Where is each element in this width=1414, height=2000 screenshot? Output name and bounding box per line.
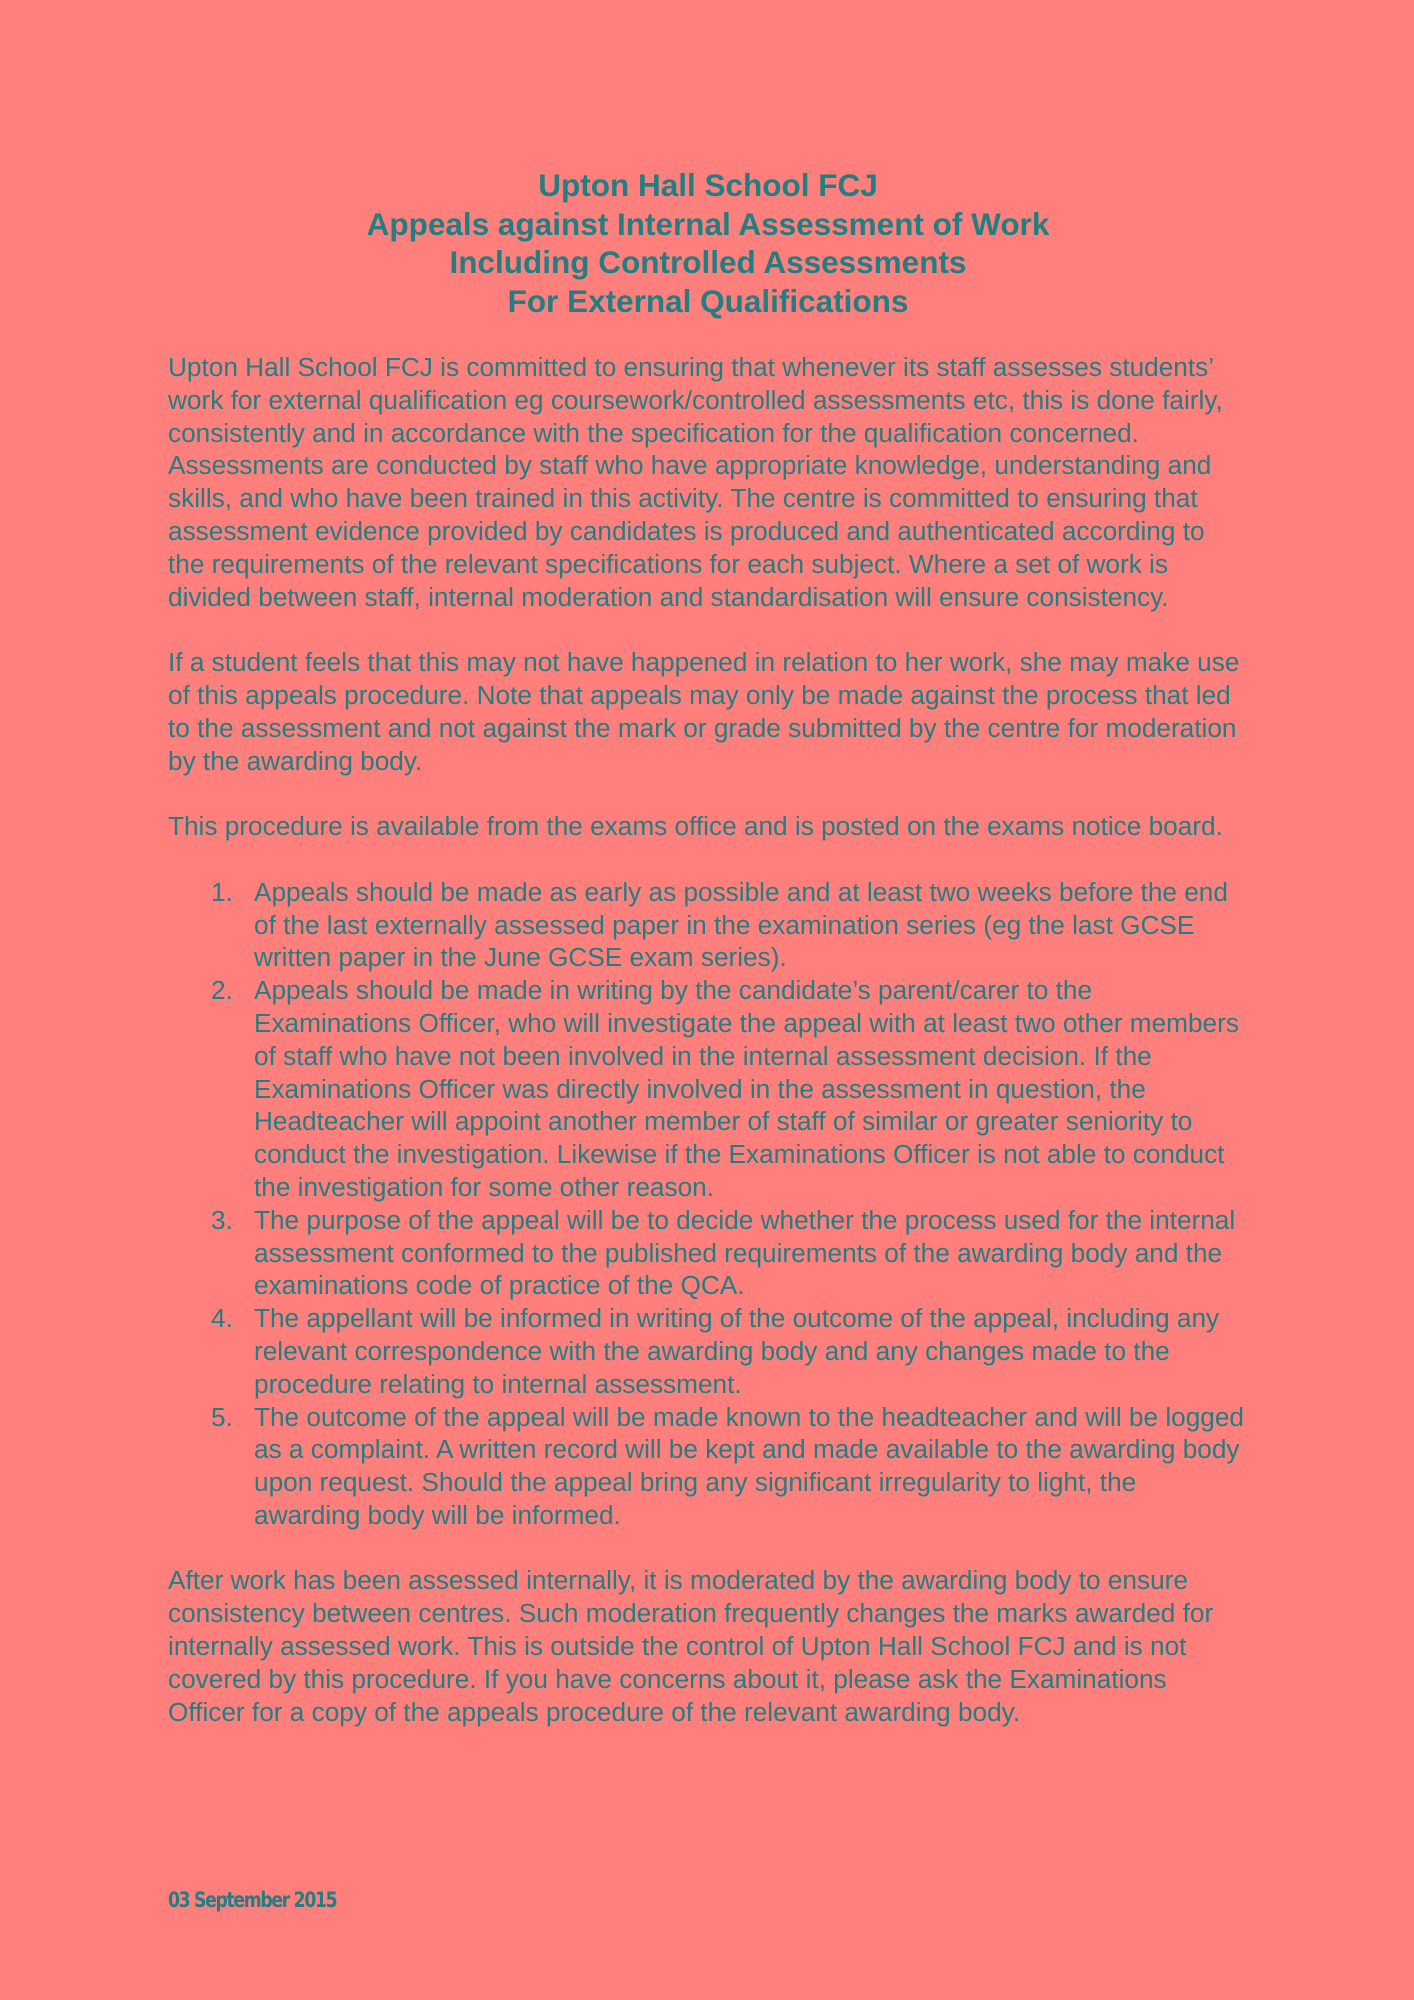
list-item-number: 3. [211,1204,233,1235]
list-item-text: The appellant will be informed in writing of the outcome of the appeal, including any relevant correspondence with the awarding body and any changes made to the procedure relating to internal assessment. [254,1303,1220,1399]
intro-paragraph-appeals-use: If a student feels that this may not have happened in relation to her work, she may make use of this appeals procedure. Note that appeals may only be made against the process that led to the assessment and not against the mark or grade submitted by the centre for moderation by the awarding body. [168,647,1240,776]
appeals-procedure-list [168,876,1248,1532]
list-item-text: Appeals should be made in writing by the candidate’s parent/carer to the Examinations Officer, who will investigate the appeal with at least two other members of staff who have not been involved in the internal assessment decision. If the Examinations Officer was directly involved in the assessment in question, the Headteacher will appoint another member of staff of similar or greater seniority to conduct the investigation. Likewise if the Examinations Officer is not able to conduct the investigation for some other reason. [254,975,1239,1202]
list-item-number: 2. [211,975,233,1006]
list-item-text: Appeals should be made as early as possible and at least two weeks before the end of the last externally assessed paper in the examination series (eg the last GCSE written paper in the June GCSE exam series). [254,876,1228,973]
list-item [168,1401,1248,1532]
title-line-school: Upton Hall School FCJ [538,167,878,203]
document-title [168,166,1248,320]
title-line-appeals: Appeals against Internal Assessment of Work [366,205,1050,242]
list-item-number: 5. [211,1401,233,1432]
list-item-text: The purpose of the appeal will be to decide whether the process used for the internal assessment conformed to the published requirements of the awarding body and the examinations code of practice of the QCA. [254,1204,1236,1301]
list-item [168,1302,1248,1400]
intro-paragraph-availability: This procedure is available from the exams office and is posted on the exams notice board. [168,811,1223,842]
list-item [168,1204,1248,1302]
list-item [168,974,1248,1204]
title-line-controlled-assessments: Including Controlled Assessments [449,244,967,280]
list-item-text: The outcome of the appeal will be made known to the headteacher and will be logged as a complaint. A written record will be kept and made available to the awarding body upon request. Should the appeal bring any significant irregularity to light, the awarding body will be informed. [254,1401,1244,1530]
footer-date: 03 September 2015 [168,1888,337,1912]
list-item [168,876,1248,974]
list-item-number: 4. [211,1303,233,1334]
title-line-external-qualifications: For External Qualifications [507,282,909,319]
intro-paragraph-commitment: Upton Hall School FCJ is committed to ensuring that whenever its staff assesses students’ work for external qualification eg coursework/controlled assessments etc, this is done fairly, consistently and in accordance with the specification for the qualification concerned. Assessments are conducted by staff who have appropriate knowledge, understanding and skills, and who have been trained in this activity. The centre is committed to ensuring that assessment evidence provided by candidates is produced and authenticated according to the requirements of the relevant specifications for each subject. Where a set of work is divided between staff, internal moderation and standardisation will ensure consistency. [168,352,1223,612]
document-page [168,166,1248,1728]
list-item-number: 1. [211,876,233,907]
closing-paragraph: After work has been assessed internally, it is moderated by the awarding body to ensure consistency between centres. Such moderation frequently changes the marks awarded for internally assessed work. This is outside the control of Upton Hall School FCJ and is not covered by this procedure. If you have concerns about it, please ask the Examinations Officer for a copy of the appeals procedure of the relevant awarding body. [168,1565,1214,1727]
